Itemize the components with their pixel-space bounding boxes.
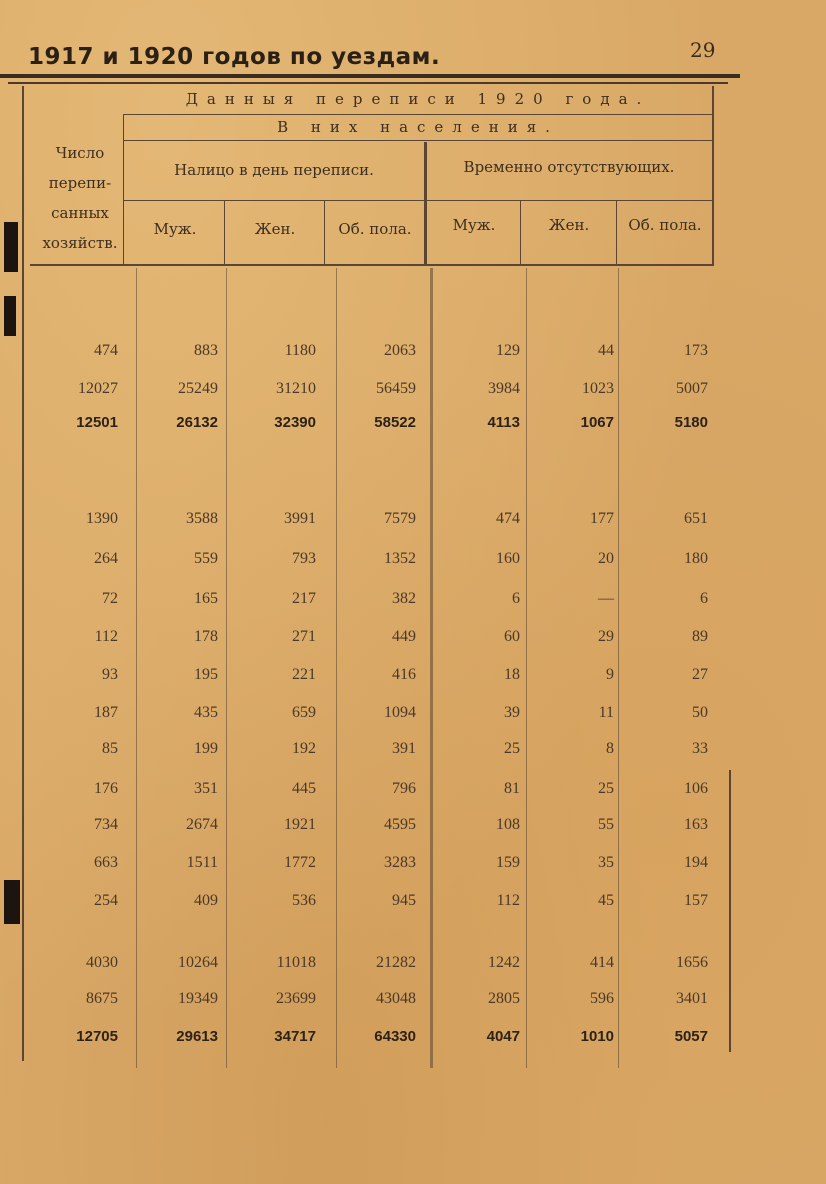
cell-absent-female: 177 xyxy=(590,510,614,527)
cell-present-both: 382 xyxy=(392,590,416,607)
cell-absent-both: 1656 xyxy=(676,954,708,971)
cell-present-female: 793 xyxy=(292,550,316,567)
cell-absent-female: 29 xyxy=(598,628,614,645)
cell-households: 93 xyxy=(102,666,118,683)
cell-households: 85 xyxy=(102,740,118,757)
cell-absent-male: 4047 xyxy=(486,1028,520,1045)
cell-absent-both: 163 xyxy=(684,816,708,833)
cell-absent-female: 20 xyxy=(598,550,614,567)
census-super-header: Данныя переписи 1920 года. xyxy=(185,90,651,108)
cell-present-male: 195 xyxy=(194,666,218,683)
cell-present-male: 10264 xyxy=(178,954,218,971)
cell-absent-female: 44 xyxy=(598,342,614,359)
cell-households: 72 xyxy=(102,590,118,607)
cell-absent-male: 112 xyxy=(496,892,520,909)
cell-absent-both: 50 xyxy=(692,704,708,721)
column-divider xyxy=(226,268,227,1068)
cell-present-female: 1180 xyxy=(284,342,316,359)
cell-present-both: 58522 xyxy=(374,414,416,431)
cell-absent-both: 651 xyxy=(684,510,708,527)
cell-present-female: 217 xyxy=(292,590,316,607)
cell-households: 254 xyxy=(94,892,118,909)
cell-absent-both: 173 xyxy=(684,342,708,359)
cell-present-female: 659 xyxy=(292,704,316,721)
absent-group-header: Временно отсутствующих. xyxy=(463,158,675,176)
cell-absent-male: 81 xyxy=(504,780,520,797)
cell-present-both: 2063 xyxy=(384,342,416,359)
cell-present-male: 883 xyxy=(194,342,218,359)
cell-present-both: 43048 xyxy=(376,990,416,1007)
cell-absent-female: 35 xyxy=(598,854,614,871)
cell-absent-both: 6 xyxy=(700,590,708,607)
cell-absent-male: 2805 xyxy=(488,990,520,1007)
cell-absent-female: 25 xyxy=(598,780,614,797)
cell-absent-both: 3401 xyxy=(676,990,708,1007)
cell-present-both: 64330 xyxy=(374,1028,416,1045)
cell-absent-both: 106 xyxy=(684,780,708,797)
cell-absent-both: 27 xyxy=(692,666,708,683)
header-line xyxy=(124,114,712,115)
households-header: Число перепи-санных хозяйств. xyxy=(42,144,118,252)
cell-present-female: 1921 xyxy=(284,816,316,833)
header-divider xyxy=(324,200,325,264)
cell-households: 12501 xyxy=(76,414,118,431)
present-group-header: Налицо в день переписи. xyxy=(174,161,374,179)
cell-present-both: 449 xyxy=(392,628,416,645)
cell-present-female: 536 xyxy=(292,892,316,909)
header-divider xyxy=(123,114,124,264)
header-line xyxy=(124,140,712,141)
cell-present-female: 11018 xyxy=(276,954,316,971)
table-right-border xyxy=(712,86,714,266)
cell-present-male: 19349 xyxy=(178,990,218,1007)
cell-present-male: 199 xyxy=(194,740,218,757)
header-divider xyxy=(224,200,225,264)
cell-absent-female: 9 xyxy=(606,666,614,683)
cell-present-male: 26132 xyxy=(176,414,218,431)
header-bottom-line xyxy=(30,264,712,266)
cell-absent-female: 8 xyxy=(606,740,614,757)
cell-absent-female: 596 xyxy=(590,990,614,1007)
cell-present-female: 192 xyxy=(292,740,316,757)
cell-present-male: 25249 xyxy=(178,380,218,397)
cell-present-female: 23699 xyxy=(276,990,316,1007)
cell-present-female: 1772 xyxy=(284,854,316,871)
cell-present-male: 3588 xyxy=(186,510,218,527)
cell-households: 4030 xyxy=(86,954,118,971)
header-divider xyxy=(616,200,617,264)
cell-households: 12705 xyxy=(76,1028,118,1045)
cell-absent-both: 5180 xyxy=(674,414,708,431)
cell-absent-male: 160 xyxy=(496,550,520,567)
cell-present-male: 409 xyxy=(194,892,218,909)
cell-absent-female: 1010 xyxy=(580,1028,614,1045)
cell-present-both: 21282 xyxy=(376,954,416,971)
cell-absent-female: — xyxy=(598,590,614,607)
cell-present-female: 31210 xyxy=(276,380,316,397)
cell-present-male: 559 xyxy=(194,550,218,567)
column-divider xyxy=(618,268,619,1068)
cell-present-both: 56459 xyxy=(376,380,416,397)
subheader-present-both: Об. пола. xyxy=(338,220,412,238)
cell-absent-male: 1242 xyxy=(488,954,520,971)
cell-households: 663 xyxy=(94,854,118,871)
page-number: 29 xyxy=(690,38,716,62)
cell-absent-male: 474 xyxy=(496,510,520,527)
cell-households: 474 xyxy=(94,342,118,359)
cell-present-male: 435 xyxy=(194,704,218,721)
cell-absent-male: 60 xyxy=(504,628,520,645)
cell-households: 112 xyxy=(94,628,118,645)
cell-absent-male: 18 xyxy=(504,666,520,683)
cell-households: 8675 xyxy=(86,990,118,1007)
cell-absent-both: 194 xyxy=(684,854,708,871)
cell-present-male: 178 xyxy=(194,628,218,645)
cell-absent-female: 1067 xyxy=(580,414,614,431)
cell-present-both: 1352 xyxy=(384,550,416,567)
cell-present-female: 445 xyxy=(292,780,316,797)
subheader-absent-both: Об. пола. xyxy=(628,216,702,234)
cell-present-male: 165 xyxy=(194,590,218,607)
header-line xyxy=(124,200,712,201)
cell-present-both: 4595 xyxy=(384,816,416,833)
cell-absent-male: 3984 xyxy=(488,380,520,397)
cell-absent-male: 129 xyxy=(496,342,520,359)
subheader-present-male: Муж. xyxy=(153,220,197,238)
cell-absent-both: 89 xyxy=(692,628,708,645)
cell-households: 1390 xyxy=(86,510,118,527)
cell-absent-male: 6 xyxy=(512,590,520,607)
header-divider xyxy=(520,200,521,264)
page-title: 1917 и 1920 годов по уездам. xyxy=(28,44,441,70)
cell-households: 734 xyxy=(94,816,118,833)
cell-present-female: 32390 xyxy=(274,414,316,431)
table-left-border xyxy=(22,86,24,1061)
column-divider xyxy=(136,268,137,1068)
cell-present-female: 3991 xyxy=(284,510,316,527)
cell-present-both: 945 xyxy=(392,892,416,909)
column-divider xyxy=(430,268,433,1068)
cell-present-both: 7579 xyxy=(384,510,416,527)
subheader-present-female: Жен. xyxy=(254,220,296,238)
cell-present-male: 29613 xyxy=(176,1028,218,1045)
cell-absent-male: 39 xyxy=(504,704,520,721)
cell-absent-male: 4113 xyxy=(487,414,520,431)
cell-present-male: 1511 xyxy=(186,854,218,871)
cell-absent-female: 45 xyxy=(598,892,614,909)
cell-absent-female: 1023 xyxy=(582,380,614,397)
cell-present-both: 416 xyxy=(392,666,416,683)
cell-present-male: 351 xyxy=(194,780,218,797)
cell-present-both: 3283 xyxy=(384,854,416,871)
cell-absent-both: 157 xyxy=(684,892,708,909)
cell-absent-male: 108 xyxy=(496,816,520,833)
cell-absent-both: 180 xyxy=(684,550,708,567)
cell-households: 187 xyxy=(94,704,118,721)
cell-absent-male: 25 xyxy=(504,740,520,757)
cell-absent-both: 5007 xyxy=(676,380,708,397)
cell-present-female: 221 xyxy=(292,666,316,683)
cell-absent-female: 414 xyxy=(590,954,614,971)
cell-households: 264 xyxy=(94,550,118,567)
cell-absent-both: 33 xyxy=(692,740,708,757)
cell-present-female: 271 xyxy=(292,628,316,645)
subheader-absent-male: Муж. xyxy=(452,216,496,234)
subheader-absent-female: Жен. xyxy=(548,216,590,234)
cell-present-both: 796 xyxy=(392,780,416,797)
cell-present-female: 34717 xyxy=(274,1028,316,1045)
cell-present-both: 391 xyxy=(392,740,416,757)
cell-households: 176 xyxy=(94,780,118,797)
cell-present-male: 2674 xyxy=(186,816,218,833)
cell-households: 12027 xyxy=(78,380,118,397)
cell-absent-male: 159 xyxy=(496,854,520,871)
cell-absent-female: 55 xyxy=(598,816,614,833)
cell-absent-both: 5057 xyxy=(674,1028,708,1045)
cell-absent-female: 11 xyxy=(598,704,614,721)
population-group-header: В них населения. xyxy=(277,118,559,136)
column-divider xyxy=(526,268,527,1068)
table-right-border-lower xyxy=(729,770,731,1052)
column-divider xyxy=(336,268,337,1068)
cell-present-both: 1094 xyxy=(384,704,416,721)
